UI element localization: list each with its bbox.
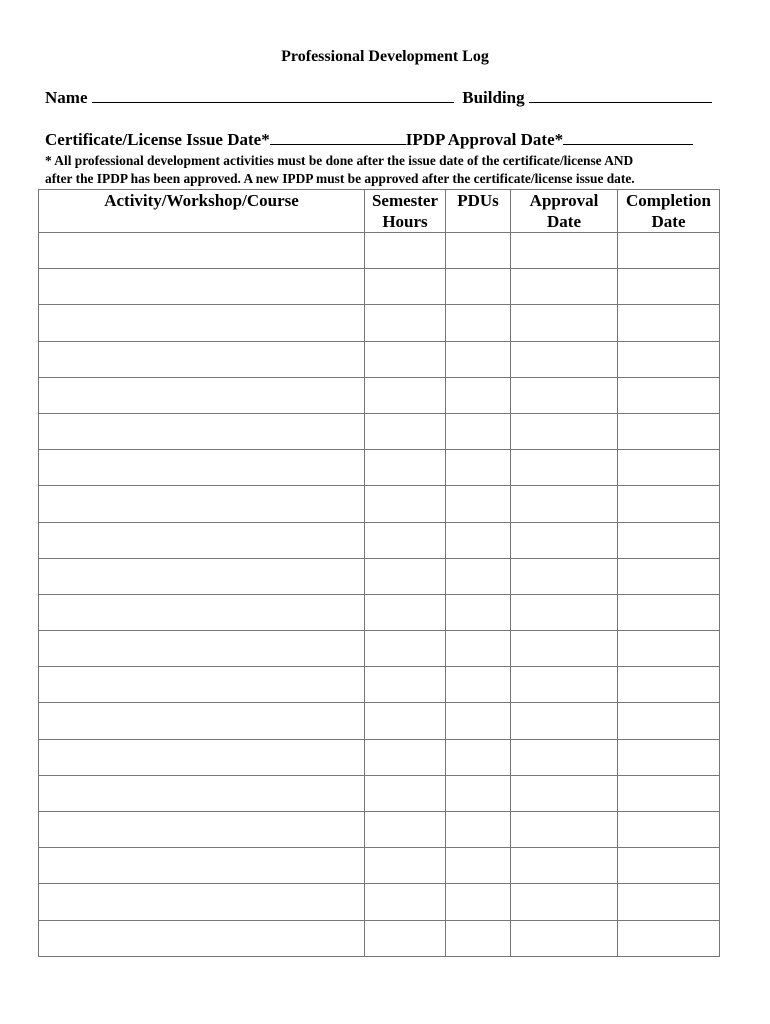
semester-hours-cell[interactable] <box>365 739 446 775</box>
activity-cell[interactable] <box>39 739 365 775</box>
approval-date-cell[interactable] <box>511 233 618 269</box>
completion-date-cell[interactable] <box>618 739 720 775</box>
activity-cell[interactable] <box>39 377 365 413</box>
pdus-cell[interactable] <box>446 233 511 269</box>
page-title: Professional Development Log <box>281 48 489 65</box>
pdus-cell[interactable] <box>446 558 511 594</box>
approval-date-cell[interactable] <box>511 377 618 413</box>
approval-date-cell[interactable] <box>511 920 618 956</box>
table-row <box>39 341 720 377</box>
activity-cell[interactable] <box>39 558 365 594</box>
col-header-approval-date: Approval Date <box>511 190 618 233</box>
table-row <box>39 775 720 811</box>
table-header-row <box>39 190 720 233</box>
col-header-activity: Activity/Workshop/Course <box>39 190 365 233</box>
semester-hours-cell[interactable] <box>365 848 446 884</box>
activity-cell[interactable] <box>39 884 365 920</box>
activity-cell[interactable] <box>39 703 365 739</box>
semester-hours-cell[interactable] <box>365 305 446 341</box>
pdus-cell[interactable] <box>446 269 511 305</box>
approval-date-cell[interactable] <box>511 522 618 558</box>
table-row <box>39 269 720 305</box>
pdus-cell[interactable] <box>446 848 511 884</box>
activity-cell[interactable] <box>39 486 365 522</box>
table-row <box>39 522 720 558</box>
pdus-cell[interactable] <box>446 775 511 811</box>
activity-cell[interactable] <box>39 233 365 269</box>
semester-hours-cell[interactable] <box>365 558 446 594</box>
building-label: Building <box>462 88 525 107</box>
pdus-cell[interactable] <box>446 739 511 775</box>
approval-date-cell[interactable] <box>511 703 618 739</box>
approval-date-cell[interactable] <box>511 305 618 341</box>
approval-date-cell[interactable] <box>511 594 618 630</box>
activity-cell[interactable] <box>39 920 365 956</box>
approval-date-cell[interactable] <box>511 631 618 667</box>
table-row <box>39 667 720 703</box>
cert-issue-date-field[interactable] <box>270 130 406 145</box>
activity-cell[interactable] <box>39 450 365 486</box>
pdus-cell[interactable] <box>446 594 511 630</box>
pdus-cell[interactable] <box>446 812 511 848</box>
table-row <box>39 920 720 956</box>
pdus-cell[interactable] <box>446 377 511 413</box>
pdus-cell[interactable] <box>446 703 511 739</box>
building-field[interactable] <box>529 88 712 103</box>
completion-date-cell[interactable] <box>618 594 720 630</box>
table-row <box>39 413 720 449</box>
pdus-cell[interactable] <box>446 631 511 667</box>
completion-date-cell[interactable] <box>618 413 720 449</box>
ipdp-approval-date-label: IPDP Approval Date* <box>405 130 564 149</box>
pdus-cell[interactable] <box>446 920 511 956</box>
table-row <box>39 631 720 667</box>
completion-date-cell[interactable] <box>618 631 720 667</box>
pdus-cell[interactable] <box>446 667 511 703</box>
approval-date-cell[interactable] <box>511 450 618 486</box>
log-table <box>38 189 720 957</box>
semester-hours-cell[interactable] <box>365 450 446 486</box>
pdus-cell[interactable] <box>446 884 511 920</box>
completion-date-cell[interactable] <box>618 812 720 848</box>
activity-cell[interactable] <box>39 341 365 377</box>
semester-hours-cell[interactable] <box>365 341 446 377</box>
ipdp-approval-date-field[interactable] <box>563 130 693 145</box>
activity-cell[interactable] <box>39 667 365 703</box>
semester-hours-cell[interactable] <box>365 703 446 739</box>
approval-date-cell[interactable] <box>511 667 618 703</box>
name-line <box>45 88 712 108</box>
table-row <box>39 305 720 341</box>
approval-date-cell[interactable] <box>511 812 618 848</box>
semester-hours-cell[interactable] <box>365 667 446 703</box>
semester-hours-cell[interactable] <box>365 884 446 920</box>
pdus-cell[interactable] <box>446 486 511 522</box>
semester-hours-cell[interactable] <box>365 377 446 413</box>
dates-line <box>45 130 693 150</box>
completion-date-cell[interactable] <box>618 558 720 594</box>
completion-date-cell[interactable] <box>618 775 720 811</box>
activity-cell[interactable] <box>39 631 365 667</box>
completion-date-cell[interactable] <box>618 341 720 377</box>
semester-hours-cell[interactable] <box>365 486 446 522</box>
completion-date-cell[interactable] <box>618 667 720 703</box>
completion-date-cell[interactable] <box>618 377 720 413</box>
note-line-2: after the IPDP has been approved. A new IPDP must be approved after the certificate/license issue date. <box>45 171 635 186</box>
semester-hours-cell[interactable] <box>365 233 446 269</box>
approval-date-cell[interactable] <box>511 739 618 775</box>
completion-date-cell[interactable] <box>618 450 720 486</box>
table-row <box>39 884 720 920</box>
approval-date-cell[interactable] <box>511 884 618 920</box>
col-header-semester-hours: Semester Hours <box>365 190 446 233</box>
table-row <box>39 848 720 884</box>
note-line-1: * All professional development activities must be done after the issue date of the certificate/license AND <box>45 153 634 168</box>
approval-date-cell[interactable] <box>511 341 618 377</box>
semester-hours-cell[interactable] <box>365 269 446 305</box>
completion-date-cell[interactable] <box>618 703 720 739</box>
pdus-cell[interactable] <box>446 450 511 486</box>
activity-cell[interactable] <box>39 269 365 305</box>
completion-date-cell[interactable] <box>618 522 720 558</box>
pdus-cell[interactable] <box>446 413 511 449</box>
activity-cell[interactable] <box>39 848 365 884</box>
table-row <box>39 450 720 486</box>
semester-hours-cell[interactable] <box>365 522 446 558</box>
cert-issue-date-label: Certificate/License Issue Date* <box>45 130 270 149</box>
table-row <box>39 703 720 739</box>
approval-date-cell[interactable] <box>511 269 618 305</box>
approval-date-cell[interactable] <box>511 486 618 522</box>
completion-date-cell[interactable] <box>618 486 720 522</box>
approval-date-cell[interactable] <box>511 413 618 449</box>
completion-date-cell[interactable] <box>618 920 720 956</box>
semester-hours-cell[interactable] <box>365 594 446 630</box>
semester-hours-cell[interactable] <box>365 812 446 848</box>
table-row <box>39 812 720 848</box>
pdus-cell[interactable] <box>446 305 511 341</box>
name-label: Name <box>45 88 88 107</box>
approval-date-cell[interactable] <box>511 558 618 594</box>
col-header-completion-date: Completion Date <box>618 190 720 233</box>
pdus-cell[interactable] <box>446 522 511 558</box>
table-row <box>39 377 720 413</box>
table-row <box>39 558 720 594</box>
name-field[interactable] <box>92 88 454 103</box>
semester-hours-cell[interactable] <box>365 631 446 667</box>
activity-cell[interactable] <box>39 812 365 848</box>
table-row <box>39 594 720 630</box>
completion-date-cell[interactable] <box>618 848 720 884</box>
activity-cell[interactable] <box>39 413 365 449</box>
semester-hours-cell[interactable] <box>365 920 446 956</box>
completion-date-cell[interactable] <box>618 884 720 920</box>
activity-cell[interactable] <box>39 594 365 630</box>
completion-date-cell[interactable] <box>618 305 720 341</box>
table-row <box>39 233 720 269</box>
approval-date-cell[interactable] <box>511 848 618 884</box>
table-row <box>39 486 720 522</box>
pdus-cell[interactable] <box>446 341 511 377</box>
table-row <box>39 739 720 775</box>
completion-date-cell[interactable] <box>618 269 720 305</box>
activity-cell[interactable] <box>39 522 365 558</box>
activity-cell[interactable] <box>39 305 365 341</box>
semester-hours-cell[interactable] <box>365 775 446 811</box>
semester-hours-cell[interactable] <box>365 413 446 449</box>
approval-date-cell[interactable] <box>511 775 618 811</box>
col-header-pdus: PDUs <box>446 190 511 233</box>
activity-cell[interactable] <box>39 775 365 811</box>
completion-date-cell[interactable] <box>618 233 720 269</box>
